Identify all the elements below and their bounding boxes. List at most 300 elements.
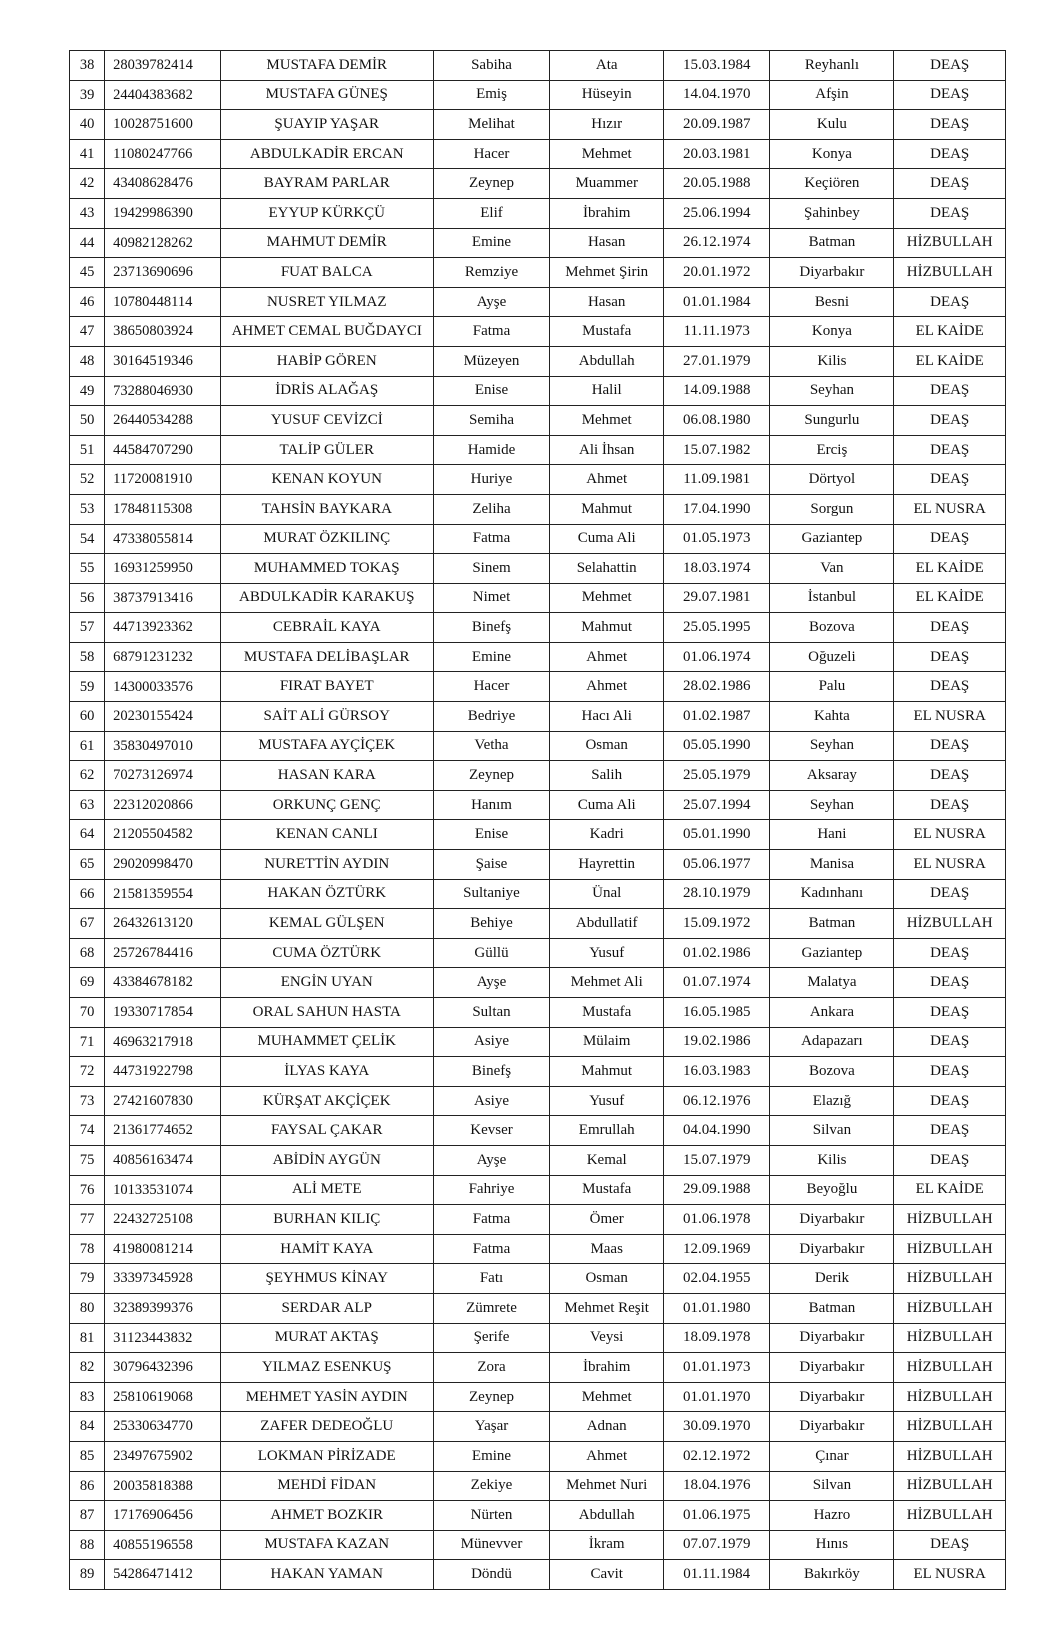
birth-date-cell: 15.09.1972 — [664, 909, 770, 939]
mother-name-cell: Zeliha — [433, 494, 550, 524]
mother-name-cell: Sultaniye — [433, 879, 550, 909]
father-name-cell: Ahmet — [550, 642, 664, 672]
father-name-cell: Mehmet Şirin — [550, 258, 664, 288]
full-name-cell: FUAT BALCA — [220, 258, 433, 288]
table-row — [70, 346, 1006, 376]
birth-place-cell: Konya — [770, 317, 894, 347]
organization-cell: DEAŞ — [894, 287, 1006, 317]
full-name-cell: NUSRET YILMAZ — [220, 287, 433, 317]
birth-place-cell: Diyarbakır — [770, 1382, 894, 1412]
full-name-cell: MAHMUT DEMİR — [220, 228, 433, 258]
mother-name-cell: Zeynep — [433, 169, 550, 199]
birth-date-cell: 11.11.1973 — [664, 317, 770, 347]
organization-cell: EL KAİDE — [894, 346, 1006, 376]
full-name-cell: MUSTAFA AYÇİÇEK — [220, 731, 433, 761]
id-number-cell: 30796432396 — [105, 1353, 221, 1383]
id-number-cell: 20035818388 — [105, 1471, 221, 1501]
id-number-cell: 38737913416 — [105, 583, 221, 613]
mother-name-cell: Asiye — [433, 1086, 550, 1116]
row-number-cell: 47 — [70, 317, 105, 347]
id-number-cell: 27421607830 — [105, 1086, 221, 1116]
id-number-cell: 20230155424 — [105, 702, 221, 732]
full-name-cell: KENAN CANLI — [220, 820, 433, 850]
full-name-cell: YUSUF CEVİZCİ — [220, 406, 433, 436]
table-row — [70, 198, 1006, 228]
mother-name-cell: Behiye — [433, 909, 550, 939]
organization-cell: DEAŞ — [894, 642, 1006, 672]
full-name-cell: MURAT AKTAŞ — [220, 1323, 433, 1353]
id-number-cell: 14300033576 — [105, 672, 221, 702]
organization-cell: DEAŞ — [894, 524, 1006, 554]
id-number-cell: 25726784416 — [105, 938, 221, 968]
father-name-cell: Mehmet — [550, 139, 664, 169]
birth-date-cell: 14.09.1988 — [664, 376, 770, 406]
organization-cell: DEAŞ — [894, 613, 1006, 643]
row-number-cell: 38 — [70, 51, 105, 81]
row-number-cell: 58 — [70, 642, 105, 672]
birth-place-cell: Konya — [770, 139, 894, 169]
row-number-cell: 48 — [70, 346, 105, 376]
organization-cell: EL NUSRA — [894, 702, 1006, 732]
organization-cell: DEAŞ — [894, 1116, 1006, 1146]
organization-cell: DEAŞ — [894, 1086, 1006, 1116]
table-row — [70, 790, 1006, 820]
row-number-cell: 66 — [70, 879, 105, 909]
father-name-cell: Salih — [550, 761, 664, 791]
father-name-cell: Hızır — [550, 110, 664, 140]
birth-date-cell: 01.07.1974 — [664, 968, 770, 998]
mother-name-cell: Fatma — [433, 1205, 550, 1235]
row-number-cell: 67 — [70, 909, 105, 939]
full-name-cell: ABDULKADİR KARAKUŞ — [220, 583, 433, 613]
birth-place-cell: Batman — [770, 228, 894, 258]
birth-date-cell: 28.02.1986 — [664, 672, 770, 702]
birth-date-cell: 18.04.1976 — [664, 1471, 770, 1501]
birth-date-cell: 11.09.1981 — [664, 465, 770, 495]
organization-cell: DEAŞ — [894, 672, 1006, 702]
mother-name-cell: Semiha — [433, 406, 550, 436]
mother-name-cell: Şaise — [433, 850, 550, 880]
birth-place-cell: Bakırköy — [770, 1560, 894, 1590]
father-name-cell: Maas — [550, 1234, 664, 1264]
id-number-cell: 68791231232 — [105, 642, 221, 672]
mother-name-cell: Ayşe — [433, 1145, 550, 1175]
table-row — [70, 938, 1006, 968]
birth-date-cell: 28.10.1979 — [664, 879, 770, 909]
table-row — [70, 1560, 1006, 1590]
id-number-cell: 44584707290 — [105, 435, 221, 465]
birth-date-cell: 25.05.1995 — [664, 613, 770, 643]
birth-date-cell: 01.01.1984 — [664, 287, 770, 317]
organization-cell: HİZBULLAH — [894, 1441, 1006, 1471]
mother-name-cell: Zümrete — [433, 1293, 550, 1323]
full-name-cell: KENAN KOYUN — [220, 465, 433, 495]
id-number-cell: 26432613120 — [105, 909, 221, 939]
father-name-cell: Mustafa — [550, 317, 664, 347]
birth-place-cell: Gaziantep — [770, 938, 894, 968]
birth-date-cell: 02.12.1972 — [664, 1441, 770, 1471]
organization-cell: HİZBULLAH — [894, 228, 1006, 258]
table-row — [70, 1471, 1006, 1501]
full-name-cell: FAYSAL ÇAKAR — [220, 1116, 433, 1146]
mother-name-cell: Asiye — [433, 1027, 550, 1057]
birth-date-cell: 01.11.1984 — [664, 1560, 770, 1590]
row-number-cell: 54 — [70, 524, 105, 554]
table-row — [70, 465, 1006, 495]
full-name-cell: ALİ METE — [220, 1175, 433, 1205]
father-name-cell: Kemal — [550, 1145, 664, 1175]
id-number-cell: 11080247766 — [105, 139, 221, 169]
mother-name-cell: Zekiye — [433, 1471, 550, 1501]
organization-cell: HİZBULLAH — [894, 1264, 1006, 1294]
organization-cell: EL NUSRA — [894, 494, 1006, 524]
father-name-cell: Mahmut — [550, 1057, 664, 1087]
row-number-cell: 69 — [70, 968, 105, 998]
father-name-cell: Osman — [550, 731, 664, 761]
birth-place-cell: Aksaray — [770, 761, 894, 791]
id-number-cell: 33397345928 — [105, 1264, 221, 1294]
birth-date-cell: 05.06.1977 — [664, 850, 770, 880]
mother-name-cell: Münevver — [433, 1530, 550, 1560]
id-number-cell: 35830497010 — [105, 731, 221, 761]
full-name-cell: İLYAS KAYA — [220, 1057, 433, 1087]
table-row — [70, 494, 1006, 524]
mother-name-cell: Fatma — [433, 317, 550, 347]
mother-name-cell: Nürten — [433, 1501, 550, 1531]
id-number-cell: 10780448114 — [105, 287, 221, 317]
full-name-cell: AHMET BOZKIR — [220, 1501, 433, 1531]
row-number-cell: 79 — [70, 1264, 105, 1294]
father-name-cell: Mülaim — [550, 1027, 664, 1057]
birth-place-cell: Elazığ — [770, 1086, 894, 1116]
birth-date-cell: 27.01.1979 — [664, 346, 770, 376]
table-row — [70, 850, 1006, 880]
father-name-cell: İbrahim — [550, 198, 664, 228]
organization-cell: EL NUSRA — [894, 850, 1006, 880]
birth-date-cell: 20.09.1987 — [664, 110, 770, 140]
id-number-cell: 43384678182 — [105, 968, 221, 998]
father-name-cell: Hüseyin — [550, 80, 664, 110]
table-row — [70, 317, 1006, 347]
organization-cell: DEAŞ — [894, 435, 1006, 465]
full-name-cell: CEBRAİL KAYA — [220, 613, 433, 643]
birth-place-cell: Kadınhanı — [770, 879, 894, 909]
mother-name-cell: Enise — [433, 376, 550, 406]
organization-cell: EL NUSRA — [894, 1560, 1006, 1590]
full-name-cell: BURHAN KILIÇ — [220, 1205, 433, 1235]
birth-date-cell: 25.07.1994 — [664, 790, 770, 820]
father-name-cell: Muammer — [550, 169, 664, 199]
birth-place-cell: Sorgun — [770, 494, 894, 524]
organization-cell: DEAŞ — [894, 51, 1006, 81]
id-number-cell: 29020998470 — [105, 850, 221, 880]
table-row — [70, 761, 1006, 791]
id-number-cell: 54286471412 — [105, 1560, 221, 1590]
table-row — [70, 554, 1006, 584]
birth-place-cell: Oğuzeli — [770, 642, 894, 672]
father-name-cell: Mustafa — [550, 1175, 664, 1205]
row-number-cell: 78 — [70, 1234, 105, 1264]
full-name-cell: TALİP GÜLER — [220, 435, 433, 465]
birth-date-cell: 04.04.1990 — [664, 1116, 770, 1146]
birth-place-cell: Silvan — [770, 1116, 894, 1146]
id-number-cell: 21361774652 — [105, 1116, 221, 1146]
organization-cell: DEAŞ — [894, 968, 1006, 998]
id-number-cell: 40856163474 — [105, 1145, 221, 1175]
father-name-cell: Halil — [550, 376, 664, 406]
id-number-cell: 23497675902 — [105, 1441, 221, 1471]
id-number-cell: 24404383682 — [105, 80, 221, 110]
mother-name-cell: Sinem — [433, 554, 550, 584]
table-row — [70, 1264, 1006, 1294]
row-number-cell: 61 — [70, 731, 105, 761]
full-name-cell: BAYRAM PARLAR — [220, 169, 433, 199]
row-number-cell: 77 — [70, 1205, 105, 1235]
id-number-cell: 17848115308 — [105, 494, 221, 524]
organization-cell: EL KAİDE — [894, 1175, 1006, 1205]
full-name-cell: HASAN KARA — [220, 761, 433, 791]
id-number-cell: 31123443832 — [105, 1323, 221, 1353]
full-name-cell: ORKUNÇ GENÇ — [220, 790, 433, 820]
organization-cell: DEAŞ — [894, 879, 1006, 909]
birth-date-cell: 07.07.1979 — [664, 1530, 770, 1560]
father-name-cell: Hacı Ali — [550, 702, 664, 732]
birth-place-cell: Bozova — [770, 1057, 894, 1087]
mother-name-cell: Emine — [433, 1441, 550, 1471]
mother-name-cell: Bedriye — [433, 702, 550, 732]
full-name-cell: SERDAR ALP — [220, 1293, 433, 1323]
father-name-cell: Ahmet — [550, 672, 664, 702]
id-number-cell: 26440534288 — [105, 406, 221, 436]
table-row — [70, 702, 1006, 732]
organization-cell: DEAŞ — [894, 1530, 1006, 1560]
full-name-cell: ŞEYHMUS KİNAY — [220, 1264, 433, 1294]
table-row — [70, 998, 1006, 1028]
birth-place-cell: Şahinbey — [770, 198, 894, 228]
table-row — [70, 1175, 1006, 1205]
birth-place-cell: Afşin — [770, 80, 894, 110]
birth-date-cell: 01.02.1987 — [664, 702, 770, 732]
row-number-cell: 60 — [70, 702, 105, 732]
table-row — [70, 583, 1006, 613]
full-name-cell: SAİT ALİ GÜRSOY — [220, 702, 433, 732]
row-number-cell: 44 — [70, 228, 105, 258]
father-name-cell: Mehmet Nuri — [550, 1471, 664, 1501]
father-name-cell: Hayrettin — [550, 850, 664, 880]
organization-cell: DEAŞ — [894, 376, 1006, 406]
row-number-cell: 49 — [70, 376, 105, 406]
organization-cell: DEAŞ — [894, 110, 1006, 140]
id-number-cell: 10133531074 — [105, 1175, 221, 1205]
full-name-cell: LOKMAN PİRİZADE — [220, 1441, 433, 1471]
id-number-cell: 16931259950 — [105, 554, 221, 584]
birth-date-cell: 01.01.1973 — [664, 1353, 770, 1383]
birth-date-cell: 19.02.1986 — [664, 1027, 770, 1057]
organization-cell: DEAŞ — [894, 80, 1006, 110]
birth-date-cell: 16.03.1983 — [664, 1057, 770, 1087]
table-row — [70, 258, 1006, 288]
table-row — [70, 1441, 1006, 1471]
id-number-cell: 38650803924 — [105, 317, 221, 347]
mother-name-cell: Vetha — [433, 731, 550, 761]
birth-place-cell: İstanbul — [770, 583, 894, 613]
table-row — [70, 1530, 1006, 1560]
birth-place-cell: Çınar — [770, 1441, 894, 1471]
father-name-cell: Mahmut — [550, 613, 664, 643]
row-number-cell: 53 — [70, 494, 105, 524]
birth-date-cell: 20.05.1988 — [664, 169, 770, 199]
mother-name-cell: Huriye — [433, 465, 550, 495]
birth-place-cell: Diyarbakır — [770, 1234, 894, 1264]
table-row — [70, 1293, 1006, 1323]
mother-name-cell: Hacer — [433, 139, 550, 169]
table-row — [70, 376, 1006, 406]
organization-cell: DEAŞ — [894, 790, 1006, 820]
table-row — [70, 287, 1006, 317]
row-number-cell: 59 — [70, 672, 105, 702]
father-name-cell: Mehmet Reşit — [550, 1293, 664, 1323]
row-number-cell: 81 — [70, 1323, 105, 1353]
mother-name-cell: Şerife — [433, 1323, 550, 1353]
birth-place-cell: Hazro — [770, 1501, 894, 1531]
table-row — [70, 613, 1006, 643]
mother-name-cell: Döndü — [433, 1560, 550, 1590]
row-number-cell: 74 — [70, 1116, 105, 1146]
row-number-cell: 63 — [70, 790, 105, 820]
row-number-cell: 68 — [70, 938, 105, 968]
table-row — [70, 1382, 1006, 1412]
organization-cell: HİZBULLAH — [894, 258, 1006, 288]
row-number-cell: 42 — [70, 169, 105, 199]
father-name-cell: Mehmet Ali — [550, 968, 664, 998]
mother-name-cell: Emine — [433, 642, 550, 672]
organization-cell: HİZBULLAH — [894, 909, 1006, 939]
birth-date-cell: 05.05.1990 — [664, 731, 770, 761]
full-name-cell: ORAL SAHUN HASTA — [220, 998, 433, 1028]
birth-place-cell: Palu — [770, 672, 894, 702]
mother-name-cell: Zeynep — [433, 761, 550, 791]
father-name-cell: Mehmet — [550, 1382, 664, 1412]
id-number-cell: 46963217918 — [105, 1027, 221, 1057]
table-row — [70, 731, 1006, 761]
mother-name-cell: Ayşe — [433, 968, 550, 998]
mother-name-cell: Enise — [433, 820, 550, 850]
full-name-cell: MUSTAFA DELİBAŞLAR — [220, 642, 433, 672]
organization-cell: HİZBULLAH — [894, 1323, 1006, 1353]
full-name-cell: MEHMET YASİN AYDIN — [220, 1382, 433, 1412]
organization-cell: DEAŞ — [894, 1145, 1006, 1175]
father-name-cell: Cuma Ali — [550, 524, 664, 554]
table-row — [70, 1234, 1006, 1264]
father-name-cell: Abdullah — [550, 346, 664, 376]
id-number-cell: 21205504582 — [105, 820, 221, 850]
birth-date-cell: 29.09.1988 — [664, 1175, 770, 1205]
birth-date-cell: 06.08.1980 — [664, 406, 770, 436]
father-name-cell: Ünal — [550, 879, 664, 909]
birth-date-cell: 16.05.1985 — [664, 998, 770, 1028]
mother-name-cell: Emine — [433, 228, 550, 258]
mother-name-cell: Binefş — [433, 1057, 550, 1087]
row-number-cell: 55 — [70, 554, 105, 584]
father-name-cell: Abdullatif — [550, 909, 664, 939]
mother-name-cell: Fatma — [433, 524, 550, 554]
organization-cell: HİZBULLAH — [894, 1293, 1006, 1323]
id-number-cell: 44731922798 — [105, 1057, 221, 1087]
row-number-cell: 57 — [70, 613, 105, 643]
full-name-cell: KÜRŞAT AKÇİÇEK — [220, 1086, 433, 1116]
mother-name-cell: Güllü — [433, 938, 550, 968]
id-number-cell: 25330634770 — [105, 1412, 221, 1442]
birth-date-cell: 15.07.1982 — [664, 435, 770, 465]
birth-place-cell: Sungurlu — [770, 406, 894, 436]
id-number-cell: 19330717854 — [105, 998, 221, 1028]
person-list-table — [69, 50, 1006, 1590]
birth-place-cell: Kilis — [770, 1145, 894, 1175]
organization-cell: EL NUSRA — [894, 820, 1006, 850]
row-number-cell: 40 — [70, 110, 105, 140]
mother-name-cell: Sultan — [433, 998, 550, 1028]
full-name-cell: MURAT ÖZKILINÇ — [220, 524, 433, 554]
id-number-cell: 47338055814 — [105, 524, 221, 554]
row-number-cell: 45 — [70, 258, 105, 288]
mother-name-cell: Elif — [433, 198, 550, 228]
father-name-cell: Hasan — [550, 287, 664, 317]
id-number-cell: 17176906456 — [105, 1501, 221, 1531]
organization-cell: DEAŞ — [894, 1057, 1006, 1087]
table-row — [70, 820, 1006, 850]
birth-date-cell: 12.09.1969 — [664, 1234, 770, 1264]
mother-name-cell: Sabiha — [433, 51, 550, 81]
birth-place-cell: Diyarbakır — [770, 1205, 894, 1235]
row-number-cell: 62 — [70, 761, 105, 791]
organization-cell: HİZBULLAH — [894, 1412, 1006, 1442]
birth-place-cell: Kahta — [770, 702, 894, 732]
organization-cell: DEAŞ — [894, 169, 1006, 199]
organization-cell: DEAŞ — [894, 465, 1006, 495]
row-number-cell: 64 — [70, 820, 105, 850]
mother-name-cell: Ayşe — [433, 287, 550, 317]
organization-cell: DEAŞ — [894, 406, 1006, 436]
table-row — [70, 169, 1006, 199]
row-number-cell: 76 — [70, 1175, 105, 1205]
birth-place-cell: Van — [770, 554, 894, 584]
full-name-cell: EYYUP KÜRKÇÜ — [220, 198, 433, 228]
table-row — [70, 1086, 1006, 1116]
full-name-cell: MUHAMMET ÇELİK — [220, 1027, 433, 1057]
full-name-cell: ŞUAYIP YAŞAR — [220, 110, 433, 140]
birth-date-cell: 30.09.1970 — [664, 1412, 770, 1442]
birth-place-cell: Gaziantep — [770, 524, 894, 554]
organization-cell: DEAŞ — [894, 938, 1006, 968]
father-name-cell: Ata — [550, 51, 664, 81]
birth-date-cell: 18.03.1974 — [664, 554, 770, 584]
id-number-cell: 22432725108 — [105, 1205, 221, 1235]
birth-place-cell: Kilis — [770, 346, 894, 376]
organization-cell: HİZBULLAH — [894, 1471, 1006, 1501]
full-name-cell: MUSTAFA KAZAN — [220, 1530, 433, 1560]
birth-place-cell: Diyarbakır — [770, 1353, 894, 1383]
row-number-cell: 71 — [70, 1027, 105, 1057]
id-number-cell: 23713690696 — [105, 258, 221, 288]
mother-name-cell: Nimet — [433, 583, 550, 613]
row-number-cell: 46 — [70, 287, 105, 317]
full-name-cell: MUSTAFA GÜNEŞ — [220, 80, 433, 110]
organization-cell: DEAŞ — [894, 139, 1006, 169]
organization-cell: DEAŞ — [894, 1027, 1006, 1057]
birth-date-cell: 01.01.1970 — [664, 1382, 770, 1412]
table-row — [70, 1323, 1006, 1353]
row-number-cell: 52 — [70, 465, 105, 495]
